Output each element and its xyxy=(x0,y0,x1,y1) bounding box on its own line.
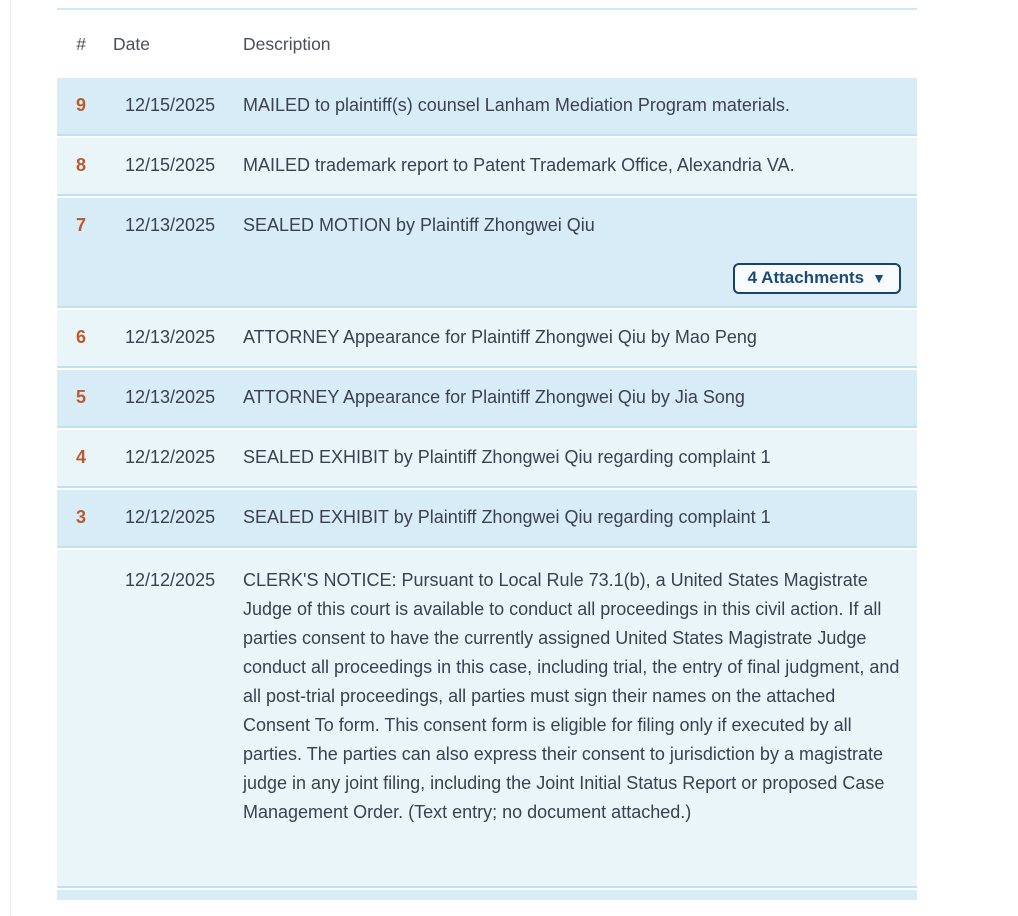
docket-description: MAILED trademark report to Patent Trademark Office, Alexandria VA. xyxy=(243,155,795,175)
docket-number-link[interactable]: 4 xyxy=(75,447,86,467)
docket-description-notice: CLERK'S NOTICE: Pursuant to Local Rule 73.1(b), a United States Magistrate Judge of this court is available to conduct all proceedings in this civil action. If all parties consent to have the currently assigned United States Magistrate Judge conduct all proceedings in this case, including trial, the entry of final judgment, and all post-trial proceedings, all parties must sign their names on the attached Consent To form. This consent form is eligible for filing only if executed by all parties. The parties can also express their consent to jurisdiction by a magistrate judge in any joint filing, including the Joint Initial Status Report or proposed Case Management Order. (Text entry; no document attached.) xyxy=(243,570,900,822)
left-border-rule xyxy=(10,0,11,916)
docket-description: MAILED to plaintiff(s) counsel Lanham Mediation Program materials. xyxy=(243,95,790,115)
next-row-partial xyxy=(57,890,917,900)
docket-number-link[interactable]: 3 xyxy=(75,507,86,527)
docket-date: 12/13/2025 xyxy=(125,387,216,407)
docket-number-link[interactable]: 5 xyxy=(75,387,86,407)
docket-description: SEALED EXHIBIT by Plaintiff Zhongwei Qiu regarding complaint 1 xyxy=(243,507,771,527)
docket-row-clerks-notice xyxy=(57,550,917,888)
chevron-down-icon: ▼ xyxy=(872,270,886,286)
docket-row-9 xyxy=(57,78,917,136)
docket-description: ATTORNEY Appearance for Plaintiff Zhongwei Qiu by Jia Song xyxy=(243,387,745,407)
docket-row-8 xyxy=(57,138,917,196)
column-header-description: Description xyxy=(243,33,331,54)
docket-description: SEALED EXHIBIT by Plaintiff Zhongwei Qiu regarding complaint 1 xyxy=(243,447,771,467)
docket-number-link[interactable]: 9 xyxy=(75,95,86,115)
attachments-dropdown-button[interactable] xyxy=(733,263,901,294)
docket-row-6 xyxy=(57,310,917,368)
docket-description: ATTORNEY Appearance for Plaintiff Zhongwei Qiu by Mao Peng xyxy=(243,327,757,347)
column-header-number: # xyxy=(76,33,86,54)
docket-date: 12/15/2025 xyxy=(125,95,216,115)
docket-row-3 xyxy=(57,490,917,548)
docket-row-5 xyxy=(57,370,917,428)
column-header-date: Date xyxy=(113,33,150,54)
attachments-count-label: 4 Attachments xyxy=(747,268,865,287)
docket-date: 12/12/2025 xyxy=(125,447,216,467)
table-header xyxy=(57,10,917,78)
docket-date: 12/12/2025 xyxy=(125,507,216,527)
docket-date: 12/13/2025 xyxy=(125,327,216,347)
docket-number-link[interactable]: 8 xyxy=(75,155,86,175)
docket-date: 12/12/2025 xyxy=(125,570,216,590)
docket-row-4 xyxy=(57,430,917,488)
docket-number-empty xyxy=(57,566,101,886)
docket-table xyxy=(57,0,917,900)
docket-number-link[interactable]: 6 xyxy=(75,327,86,347)
docket-date: 12/15/2025 xyxy=(125,155,216,175)
docket-number-link[interactable]: 7 xyxy=(75,215,86,235)
docket-row-7 xyxy=(57,198,917,308)
docket-date: 12/13/2025 xyxy=(125,215,216,235)
docket-description: SEALED MOTION by Plaintiff Zhongwei Qiu xyxy=(243,215,595,235)
